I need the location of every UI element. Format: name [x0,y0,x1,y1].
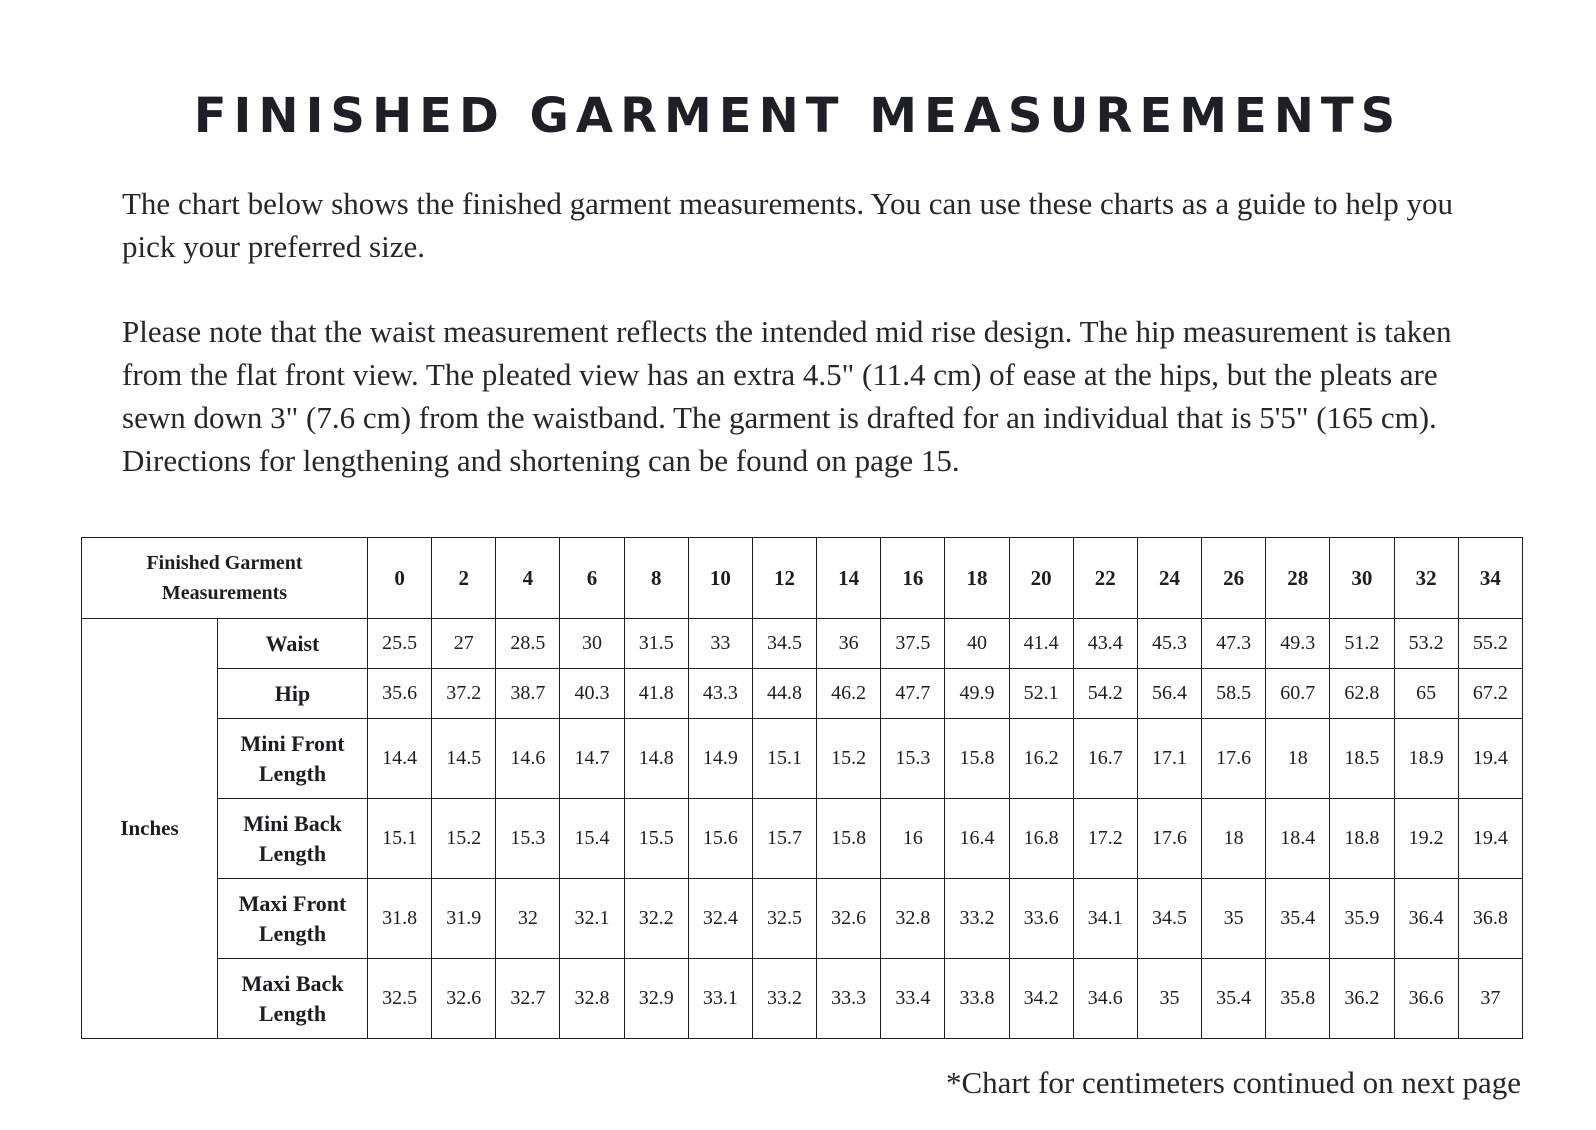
table-cell: 37 [1458,959,1522,1039]
table-cell: 60.7 [1266,669,1330,719]
size-header-2: 2 [432,538,496,619]
table-cell: 32.6 [817,879,881,959]
table-cell: 32.5 [752,879,816,959]
row-label-line2: Length [258,920,327,946]
table-cell: 52.1 [1009,669,1073,719]
table-cell: 32.8 [560,959,624,1039]
table-cell: 15.3 [496,799,560,879]
table-cell: 36.8 [1458,879,1522,959]
table-cell: 15.2 [817,719,881,799]
table-cell: 51.2 [1330,619,1394,669]
corner-header-line2: Measurements [161,582,288,604]
table-cell: 31.8 [368,879,432,959]
table-cell: 32 [496,879,560,959]
table-cell: 41.8 [624,669,688,719]
table-cell: 36.2 [1330,959,1394,1039]
intro-paragraph: The chart below shows the finished garment measurements. You can use these charts as a guide to help you pick your preferred size. [122,186,1453,264]
table-cell: 15.7 [752,799,816,879]
table-cell: 34.2 [1009,959,1073,1039]
size-header-6: 6 [560,538,624,619]
table-cell: 32.2 [624,879,688,959]
table-cell: 32.7 [496,959,560,1039]
table-cell: 15.2 [432,799,496,879]
table-cell: 35.6 [368,669,432,719]
table-cell: 35.4 [1202,959,1266,1039]
size-header-24: 24 [1137,538,1201,619]
table-row [82,719,1523,799]
table-cell: 14.4 [368,719,432,799]
row-label [218,959,368,1039]
unit-label: Inches [82,619,218,1039]
table-cell: 16.7 [1073,719,1137,799]
measurements-table [81,537,1523,1039]
table-cell: 30 [560,619,624,669]
table-cell: 45.3 [1137,619,1201,669]
table-cell: 58.5 [1202,669,1266,719]
table-cell: 65 [1394,669,1458,719]
table-cell: 18.8 [1330,799,1394,879]
table-cell: 49.9 [945,669,1009,719]
table-cell: 15.5 [624,799,688,879]
table-cell: 16.4 [945,799,1009,879]
table-cell: 14.9 [688,719,752,799]
table-cell: 15.4 [560,799,624,879]
table-cell: 15.8 [817,799,881,879]
table-cell: 15.6 [688,799,752,879]
table-cell: 49.3 [1266,619,1330,669]
table-cell: 35 [1202,879,1266,959]
table-cell: 18 [1202,799,1266,879]
table-cell: 34.1 [1073,879,1137,959]
table-cell: 35.9 [1330,879,1394,959]
table-cell: 55.2 [1458,619,1522,669]
size-header-32: 32 [1394,538,1458,619]
table-cell: 33.1 [688,959,752,1039]
table-cell: 38.7 [496,669,560,719]
table-cell: 19.4 [1458,719,1522,799]
table-cell: 41.4 [1009,619,1073,669]
table-cell: 14.7 [560,719,624,799]
table-cell: 43.3 [688,669,752,719]
table-cell: 46.2 [817,669,881,719]
size-header-12: 12 [752,538,816,619]
table-cell: 31.9 [432,879,496,959]
table-cell: 40 [945,619,1009,669]
table-cell: 32.1 [560,879,624,959]
table-cell: 16.8 [1009,799,1073,879]
row-label-line1: Maxi Front [238,890,347,916]
table-cell: 56.4 [1137,669,1201,719]
table-row [82,669,1523,719]
size-header-34: 34 [1458,538,1522,619]
table-cell: 44.8 [752,669,816,719]
table-cell: 43.4 [1073,619,1137,669]
table-cell: 17.6 [1137,799,1201,879]
table-cell: 33.2 [945,879,1009,959]
table-cell: 28.5 [496,619,560,669]
table-cell: 47.7 [881,669,945,719]
table-cell: 14.5 [432,719,496,799]
table-cell: 33.4 [881,959,945,1039]
table-corner-header [82,538,368,619]
table-row [82,879,1523,959]
table-cell: 33.6 [1009,879,1073,959]
table-cell: 36 [817,619,881,669]
table-cell: 33.2 [752,959,816,1039]
size-header-30: 30 [1330,538,1394,619]
row-label-line2: Length [258,840,327,866]
row-label-line1: Waist [265,630,320,656]
row-label [218,799,368,879]
row-label-line1: Mini Back [243,810,342,836]
table-cell: 17.1 [1137,719,1201,799]
note-paragraph: Please note that the waist measurement reflects the intended mid rise design. The hip measurement is taken from the flat front view. The pleated view has an extra 4.5" (11.4 cm) of ease at the hips, but the pleats are sewn down 3" (7.6 cm) from the waistband. The garment is drafted for an individual that is 5'5" (165 cm). Directions for lengthening and shortening can be found on page 15. [122,314,1452,478]
table-cell: 32.4 [688,879,752,959]
table-cell: 25.5 [368,619,432,669]
footnote: *Chart for centimeters continued on next page [945,1065,1521,1100]
size-header-14: 14 [817,538,881,619]
table-cell: 18 [1266,719,1330,799]
row-label-line2: Length [258,1000,327,1026]
size-header-0: 0 [368,538,432,619]
table-cell: 15.1 [752,719,816,799]
table-cell: 47.3 [1202,619,1266,669]
table-cell: 62.8 [1330,669,1394,719]
row-label-line1: Maxi Back [241,970,344,996]
table-cell: 14.8 [624,719,688,799]
size-header-8: 8 [624,538,688,619]
table-row [82,959,1523,1039]
table-cell: 35 [1137,959,1201,1039]
size-header-26: 26 [1202,538,1266,619]
row-label-line2: Length [258,760,327,786]
table-cell: 18.4 [1266,799,1330,879]
table-cell: 18.9 [1394,719,1458,799]
table-cell: 32.8 [881,879,945,959]
table-cell: 37.5 [881,619,945,669]
table-cell: 33 [688,619,752,669]
table-cell: 36.6 [1394,959,1458,1039]
table-cell: 32.5 [368,959,432,1039]
table-cell: 16.2 [1009,719,1073,799]
table-cell: 53.2 [1394,619,1458,669]
table-cell: 33.8 [945,959,1009,1039]
table-cell: 40.3 [560,669,624,719]
row-label-line1: Mini Front [240,730,345,756]
table-cell: 32.6 [432,959,496,1039]
table-cell: 34.5 [1137,879,1201,959]
row-label [218,719,368,799]
size-header-20: 20 [1009,538,1073,619]
row-label [218,879,368,959]
row-label-line1: Hip [274,680,311,706]
table-cell: 19.4 [1458,799,1522,879]
table-cell: 18.5 [1330,719,1394,799]
table-cell: 17.2 [1073,799,1137,879]
size-header-4: 4 [496,538,560,619]
table-cell: 54.2 [1073,669,1137,719]
table-cell: 15.3 [881,719,945,799]
size-header-28: 28 [1266,538,1330,619]
table-cell: 17.6 [1202,719,1266,799]
table-cell: 27 [432,619,496,669]
table-cell: 16 [881,799,945,879]
table-cell: 36.4 [1394,879,1458,959]
table-cell: 15.1 [368,799,432,879]
size-header-18: 18 [945,538,1009,619]
page-title: FINISHED GARMENT MEASUREMENTS [193,88,1403,144]
size-header-16: 16 [881,538,945,619]
size-header-22: 22 [1073,538,1137,619]
table-row [82,619,1523,669]
row-label [218,669,368,719]
table-cell: 15.8 [945,719,1009,799]
table-cell: 14.6 [496,719,560,799]
table-cell: 35.4 [1266,879,1330,959]
table-header-row [82,538,1523,619]
table-cell: 35.8 [1266,959,1330,1039]
size-header-10: 10 [688,538,752,619]
table-cell: 19.2 [1394,799,1458,879]
table-cell: 33.3 [817,959,881,1039]
table-cell: 31.5 [624,619,688,669]
row-label [218,619,368,669]
table-cell: 34.5 [752,619,816,669]
table-cell: 32.9 [624,959,688,1039]
table-row [82,799,1523,879]
table-cell: 34.6 [1073,959,1137,1039]
corner-header-line1: Finished Garment [146,552,303,574]
table-cell: 67.2 [1458,669,1522,719]
table-cell: 37.2 [432,669,496,719]
